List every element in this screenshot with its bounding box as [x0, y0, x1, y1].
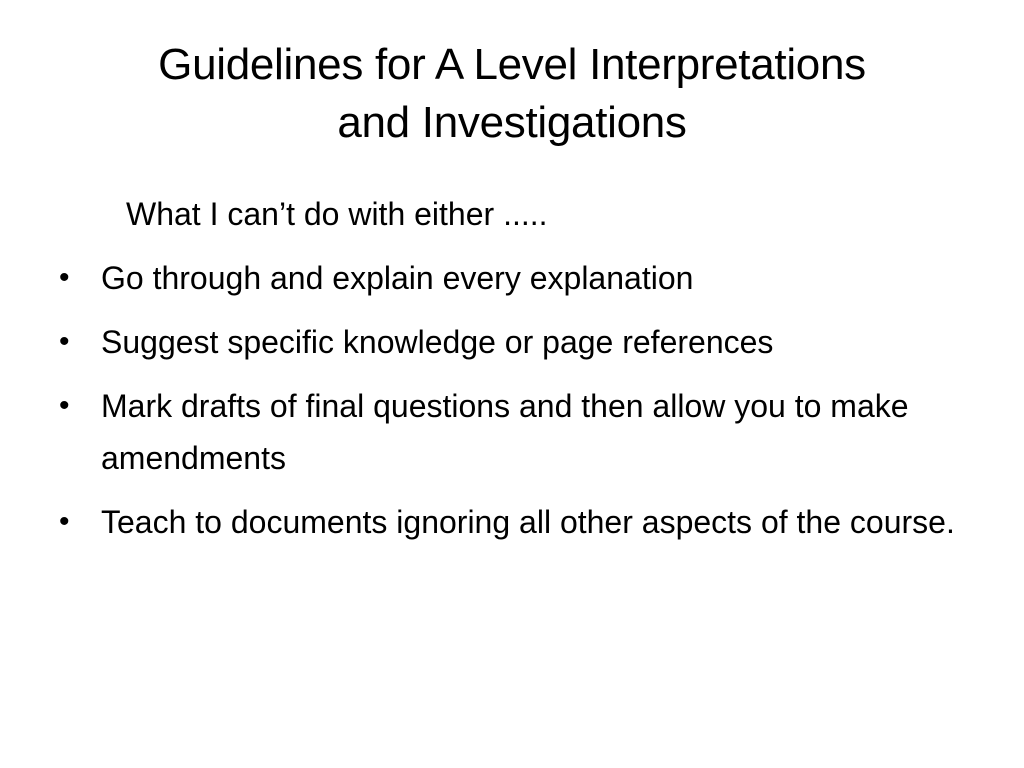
bullet-item	[56, 496, 976, 548]
bullet-icon: •	[59, 389, 70, 422]
slide-title-line-2: and Investigations	[337, 98, 687, 147]
bullet-icon: •	[59, 505, 70, 538]
bullet-text: Suggest specific knowledge or page references	[101, 324, 774, 360]
bullet-text: Mark drafts of final questions and then allow you to make amendments	[101, 388, 909, 476]
bullet-icon: •	[59, 261, 70, 294]
bullet-item	[56, 316, 976, 368]
bullet-icon: •	[59, 325, 70, 358]
bullet-list	[56, 252, 976, 560]
bullet-text: Go through and explain every explanation	[101, 260, 694, 296]
slide-title-line-1: Guidelines for A Level Interpretations	[158, 40, 866, 89]
bullet-item	[56, 252, 976, 304]
bullet-item	[56, 380, 976, 484]
intro-text: What I can’t do with either .....	[126, 196, 548, 232]
slide-title	[60, 36, 964, 152]
bullet-text: Teach to documents ignoring all other aspects of the course.	[101, 504, 955, 540]
